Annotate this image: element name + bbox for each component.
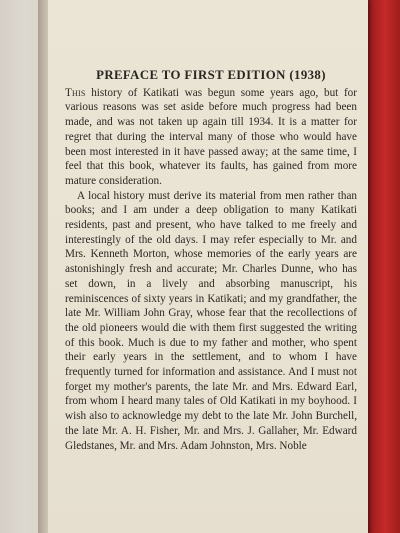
paragraph-2: A local history must derive its material from men rather than books; and I am under a deep obligation to many Katikati residents, past and present, who have talked to me freely and interestingly of the old days. I may refer especially to Mr. and Mrs. Kenneth Morton, whose memories of the early years are astonishingly fresh and accurate; Mr. Charles Dunne, who has set down, in a lively and absorbing manuscript, his reminiscences of sixty years in Katikati; and my grandfather, the late Mr. William John Gray, whose fear that the recollections of the old pioneers would die with them first suggested the writing of this book. Much is due to my father and mother, who spent their early years in the settlement, and to whom I have frequently turned for information and assistance. And I must not forget my mother's parents, the late Mr. and Mrs. Edward Earl, from whom I heard many tales of Old Katikati in my boyhood. I wish also to acknowledge my debt to the late Mr. John Burchell, the late Mr. A. H. Fisher, Mr. and Mrs. J. Gallaher, Mr. Edward Gledstanes, Mr. and Mrs. Adam Johnston, Mrs. Noble (65, 189, 357, 452)
page-text (65, 68, 357, 453)
paragraph-1-body: history of Katikati was begun some years ago, but for various reasons was set aside before much progress had been made, and was not taken up again till 1934. It is a matter for regret that during the interval many of those who would have been most interested in it have passed away; at the same time, I feel that this book, whatever its faults, has gained from more mature consideration. (65, 86, 357, 187)
book-page (48, 0, 368, 533)
paragraph-1 (65, 86, 357, 189)
page-heading: PREFACE TO FIRST EDITION (1938) (96, 68, 326, 82)
paragraph-1-lead: This (65, 86, 86, 99)
